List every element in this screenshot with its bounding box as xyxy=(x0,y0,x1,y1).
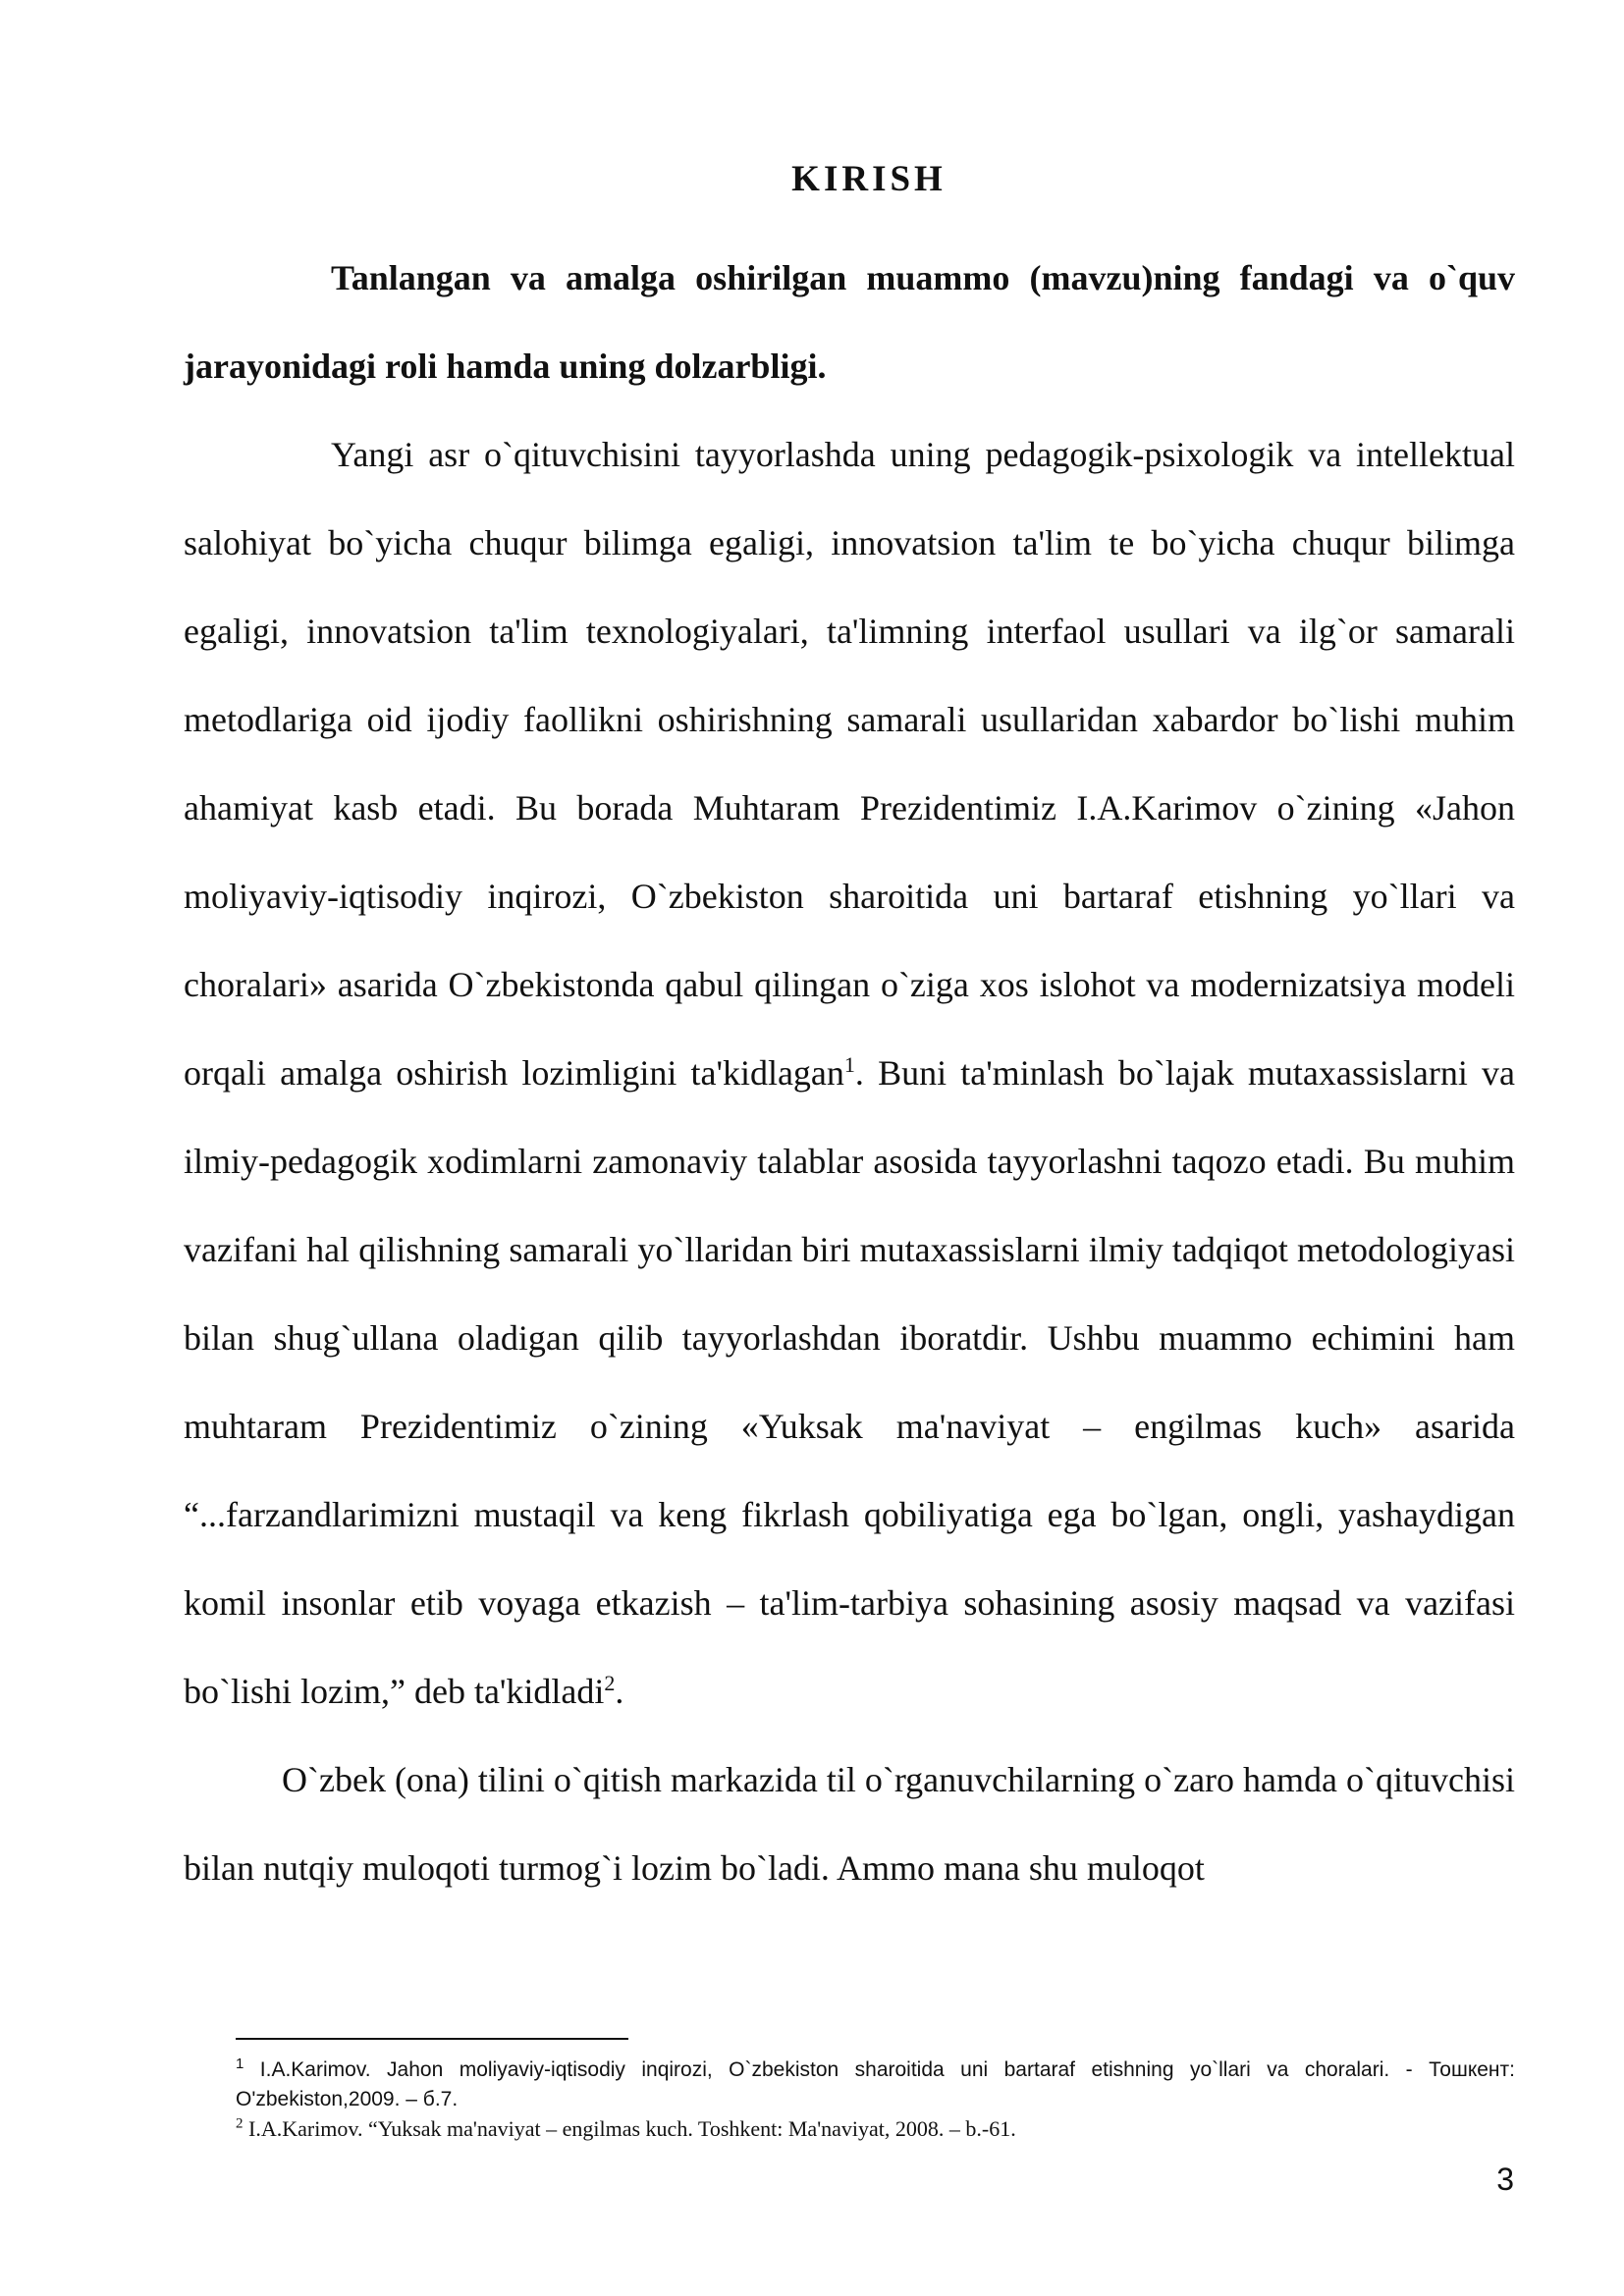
footnote-reference-2[interactable]: 2 xyxy=(604,1671,616,1695)
paragraph-1-text-a: Yangi asr o`qituvchisini tayyorlashda uning pedagogik-psixologik va intellektual salohiyat bo`yicha chuqur bilimga egaligi, innovatsion ta'lim te bo`yicha chuqur bilimga egaligi, innovatsion ta'lim texnologiyalari, ta'limning interfaol usullari va ilg`or samarali metodlariga oid ijodiy faollikni oshirishning samarali usullaridan xabardor bo`lishi muhim ahamiyat kasb etadi. Bu borada Muhtaram Prezidentimiz I.A.Karimov o`zining «Jahon moliyaviy-iqtisodiy inqirozi, O`zbekiston sharoitida uni bartaraf etishning yo`llari va choralari» asarida O`zbekistonda qabul qilingan o`ziga xos islohot va modernizatsiya modeli orqali amalga oshirish lozimligini ta'kidlagan xyxy=(184,435,1515,1093)
footnote-2-text: I.A.Karimov. “Yuksak ma'naviyat – engilmas kuch. Toshkent: Ma'naviyat, 2008. – b.-61. xyxy=(243,2116,1016,2141)
footnote-2-mark: 2 xyxy=(236,2115,244,2132)
footnote-separator xyxy=(236,2038,628,2040)
section-subheading: Tanlangan va amalga oshirilgan muammo (mavzu)ning fandagi va o`quv jarayonidagi roli hamda uning dolzarbligi. xyxy=(184,258,1515,386)
footnote-1 xyxy=(236,2056,1515,2114)
paragraph-1-text-c: . xyxy=(615,1672,624,1711)
footnote-2 xyxy=(236,2114,1515,2144)
footnote-1-mark: 1 xyxy=(236,2056,244,2072)
footnotes-section xyxy=(236,2056,1515,2144)
main-content xyxy=(184,145,1515,1912)
page-number: 3 xyxy=(1496,2162,1514,2197)
section-heading: KIRISH xyxy=(791,159,947,199)
body-paragraph-1 xyxy=(184,410,1515,1735)
body-paragraph-2: O`zbek (ona) tilini o`qitish markazida til o`rganuvchilarning o`zaro hamda o`qituvchisi bilan nutqiy muloqoti turmog`i lozim bo`ladi. Ammo mana shu muloqot xyxy=(184,1760,1515,1888)
paragraph-1-text-b: . Buni ta'minlash bo`lajak mutaxassislarni va ilmiy-pedagogik xodimlarni zamonaviy talablar asosida tayyorlashni taqozo etadi. Bu muhim vazifani hal qilishning samarali yo`llaridan biri mutaxassislarni ilmiy tadqiqot metodologiyasi bilan shug`ullana oladigan qilib tayyorlashdan iboratdir. Ushbu muammo echimini ham muhtaram Prezidentimiz o`zining «Yuksak ma'naviyat – engilmas kuch» asarida “...farzandlarimizni mustaqil va keng fikrlash qobiliyatiga ega bo`lgan, ongli, yashaydigan komil insonlar etib voyaga etkazish – ta'lim-tarbiya sohasining asosiy maqsad va vazifasi bo`lishi lozim,” deb ta'kidladi xyxy=(184,1053,1515,1711)
footnote-1-text: I.A.Karimov. Jahon moliyaviy-iqtisodiy inqirozi, O`zbekiston sharoitida uni bartaraf etishning yo`llari va choralari. - Тошкент: O'zbekiston,2009. – б.7. xyxy=(236,2058,1515,2110)
footnote-reference-1[interactable]: 1 xyxy=(843,1052,855,1077)
